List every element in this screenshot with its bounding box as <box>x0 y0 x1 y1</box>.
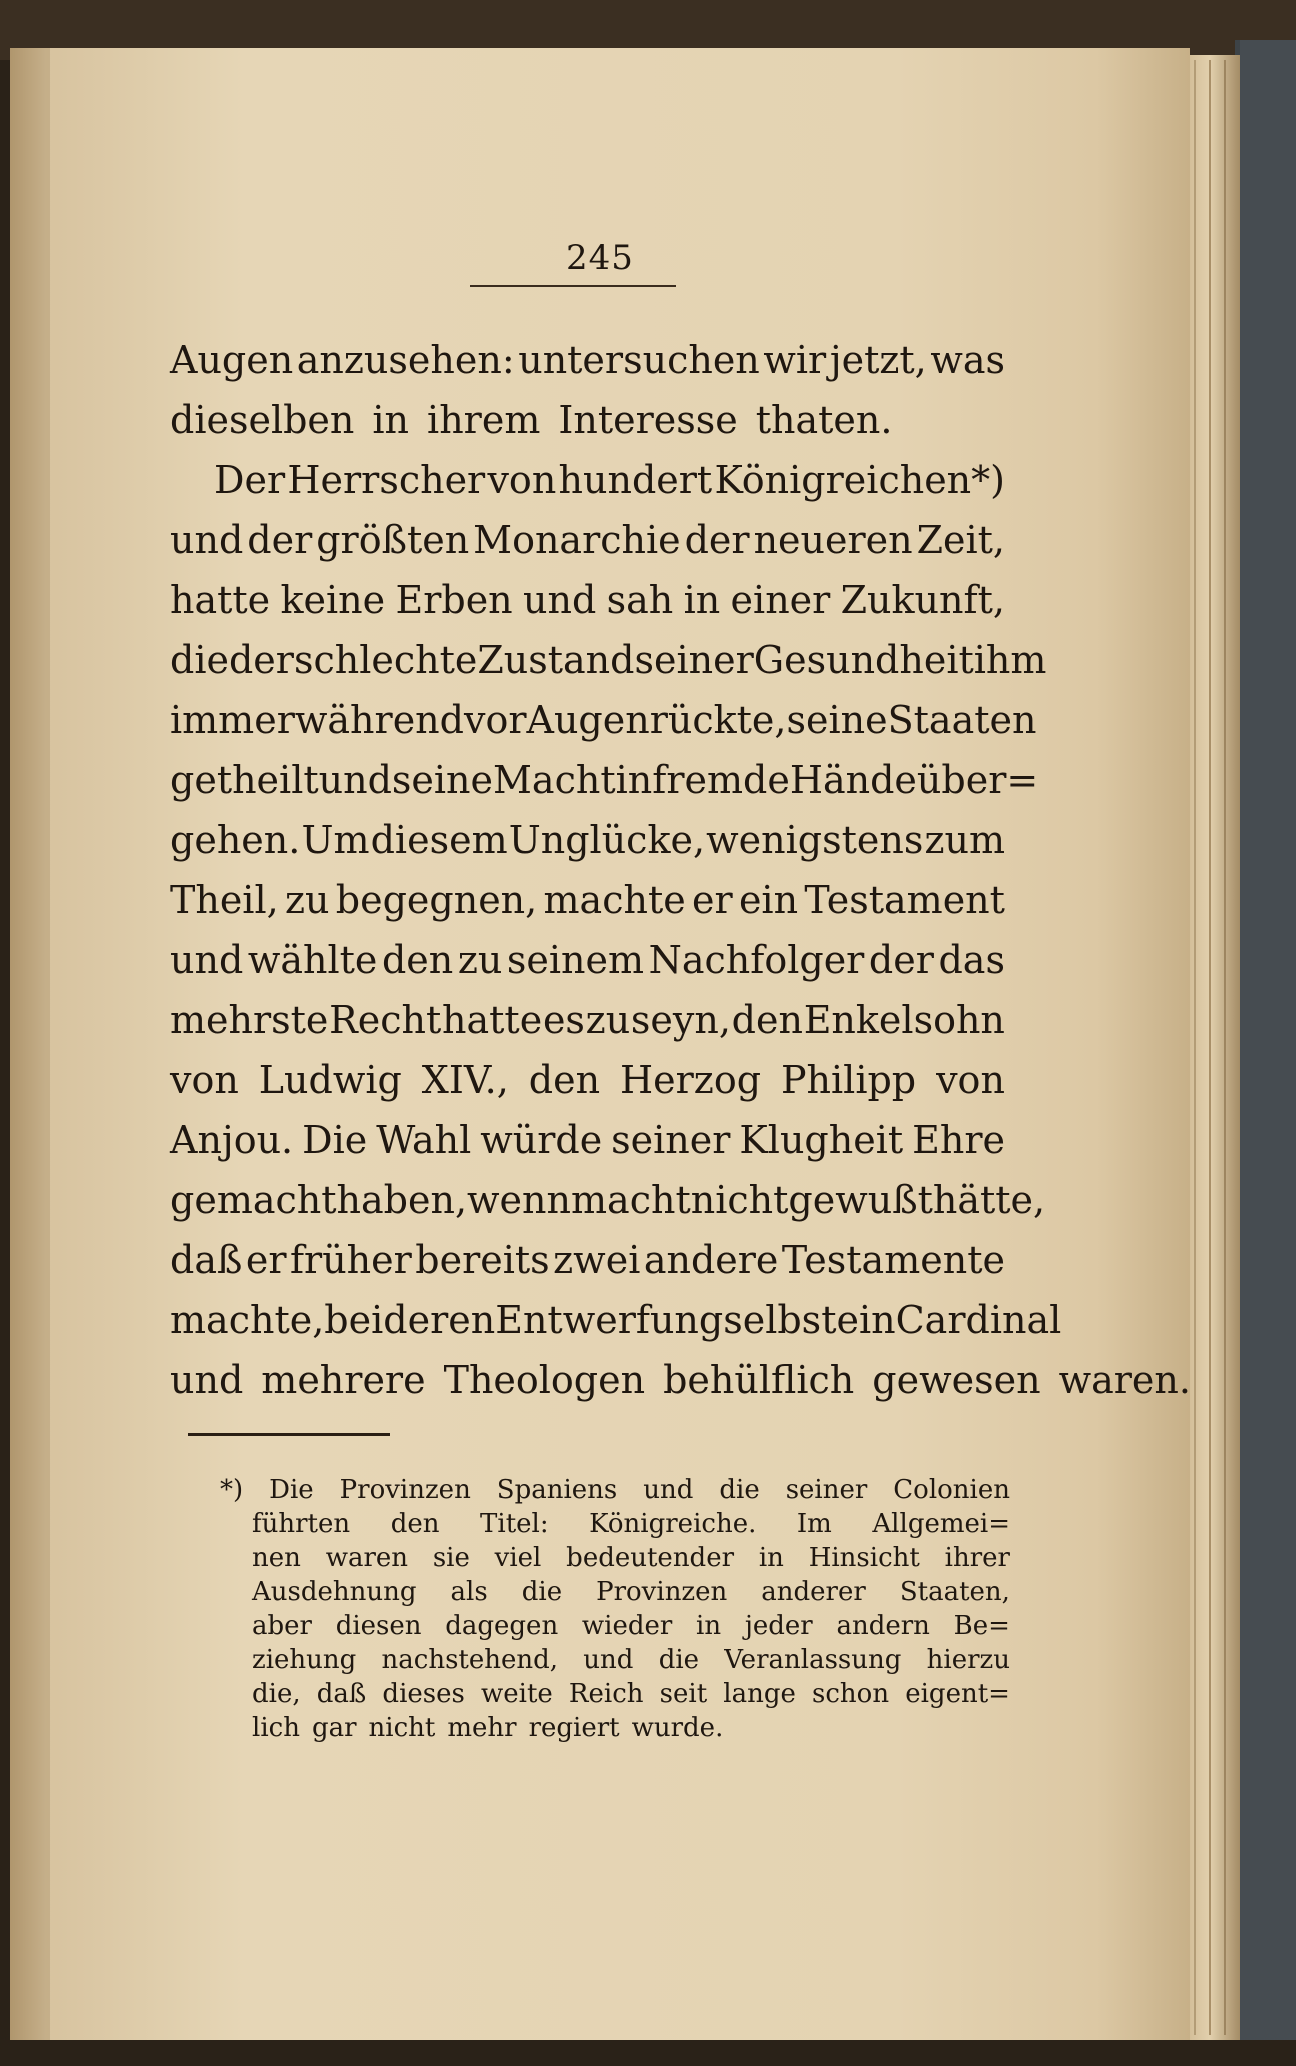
header-rule <box>470 285 676 287</box>
body-line: Anjou. Die Wahl würde seiner Klugheit Ehre <box>170 1118 1005 1162</box>
body-line: hatte keine Erben und sah in einer Zukunft, <box>170 578 1005 622</box>
body-line: machte, bei deren Entwerfung selbst ein Cardinal <box>170 1298 1062 1342</box>
footnote-line: aber diesen dagegen wieder in jeder andern Be= <box>252 1611 1010 1641</box>
footnote-line: lich gar nicht mehr regiert wurde. <box>252 1713 724 1743</box>
body-line: und mehrere Theologen behülflich gewesen waren. <box>170 1358 1191 1402</box>
footnote-line: führten den Titel: Königreiche. Im Allgemei= <box>252 1509 1010 1539</box>
body-text <box>170 330 1191 1410</box>
footnote-line: ziehung nachstehend, und die Veranlassung hierzu <box>252 1645 1010 1675</box>
body-line: gehen. Um diesem Unglücke, wenigstens zum <box>170 818 1005 862</box>
body-line: Der Herrscher von hundert Königreichen*) <box>214 458 1005 502</box>
footnote-line: *) Die Provinzen Spaniens und die seiner Colonien <box>220 1475 1010 1505</box>
body-line: daß er früher bereits zwei andere Testamente <box>170 1238 1005 1282</box>
body-line: Theil, zu begegnen, machte er ein Testament <box>170 878 1005 922</box>
footnote-line: die, daß dieses weite Reich seit lange schon eigent= <box>252 1679 1010 1709</box>
body-line: getheilt und seine Macht in fremde Hände über= <box>170 758 1039 802</box>
body-line: und der größten Monarchie der neueren Zeit, <box>170 518 1005 562</box>
body-line: und wählte den zu seinem Nachfolger der das <box>170 938 1005 982</box>
footnote-line: nen waren sie viel bedeutender in Hinsicht ihrer <box>252 1543 1010 1573</box>
body-line: die der schlechte Zustand seiner Gesundheit ihm <box>170 638 1047 682</box>
footnote <box>220 1473 1010 1745</box>
footnote-line: Ausdehnung als die Provinzen anderer Staaten, <box>252 1577 1010 1607</box>
body-line: mehrste Recht hatte es zu seyn, den Enkelsohn <box>170 998 1005 1042</box>
body-line: von Ludwig XIV., den Herzog Philipp von <box>170 1058 1005 1102</box>
page-number: 245 <box>566 238 634 278</box>
body-line: gemacht haben, wenn macht nicht gewußt hätte, <box>170 1178 1046 1222</box>
body-line: Augen anzusehen: untersuchen wir jetzt, was <box>170 338 1005 382</box>
footnote-rule <box>188 1433 390 1436</box>
body-line: immerwährend vor Augen rückte, seine Staaten <box>170 698 1037 742</box>
body-line: dieselben in ihrem Interesse thaten. <box>170 398 893 442</box>
